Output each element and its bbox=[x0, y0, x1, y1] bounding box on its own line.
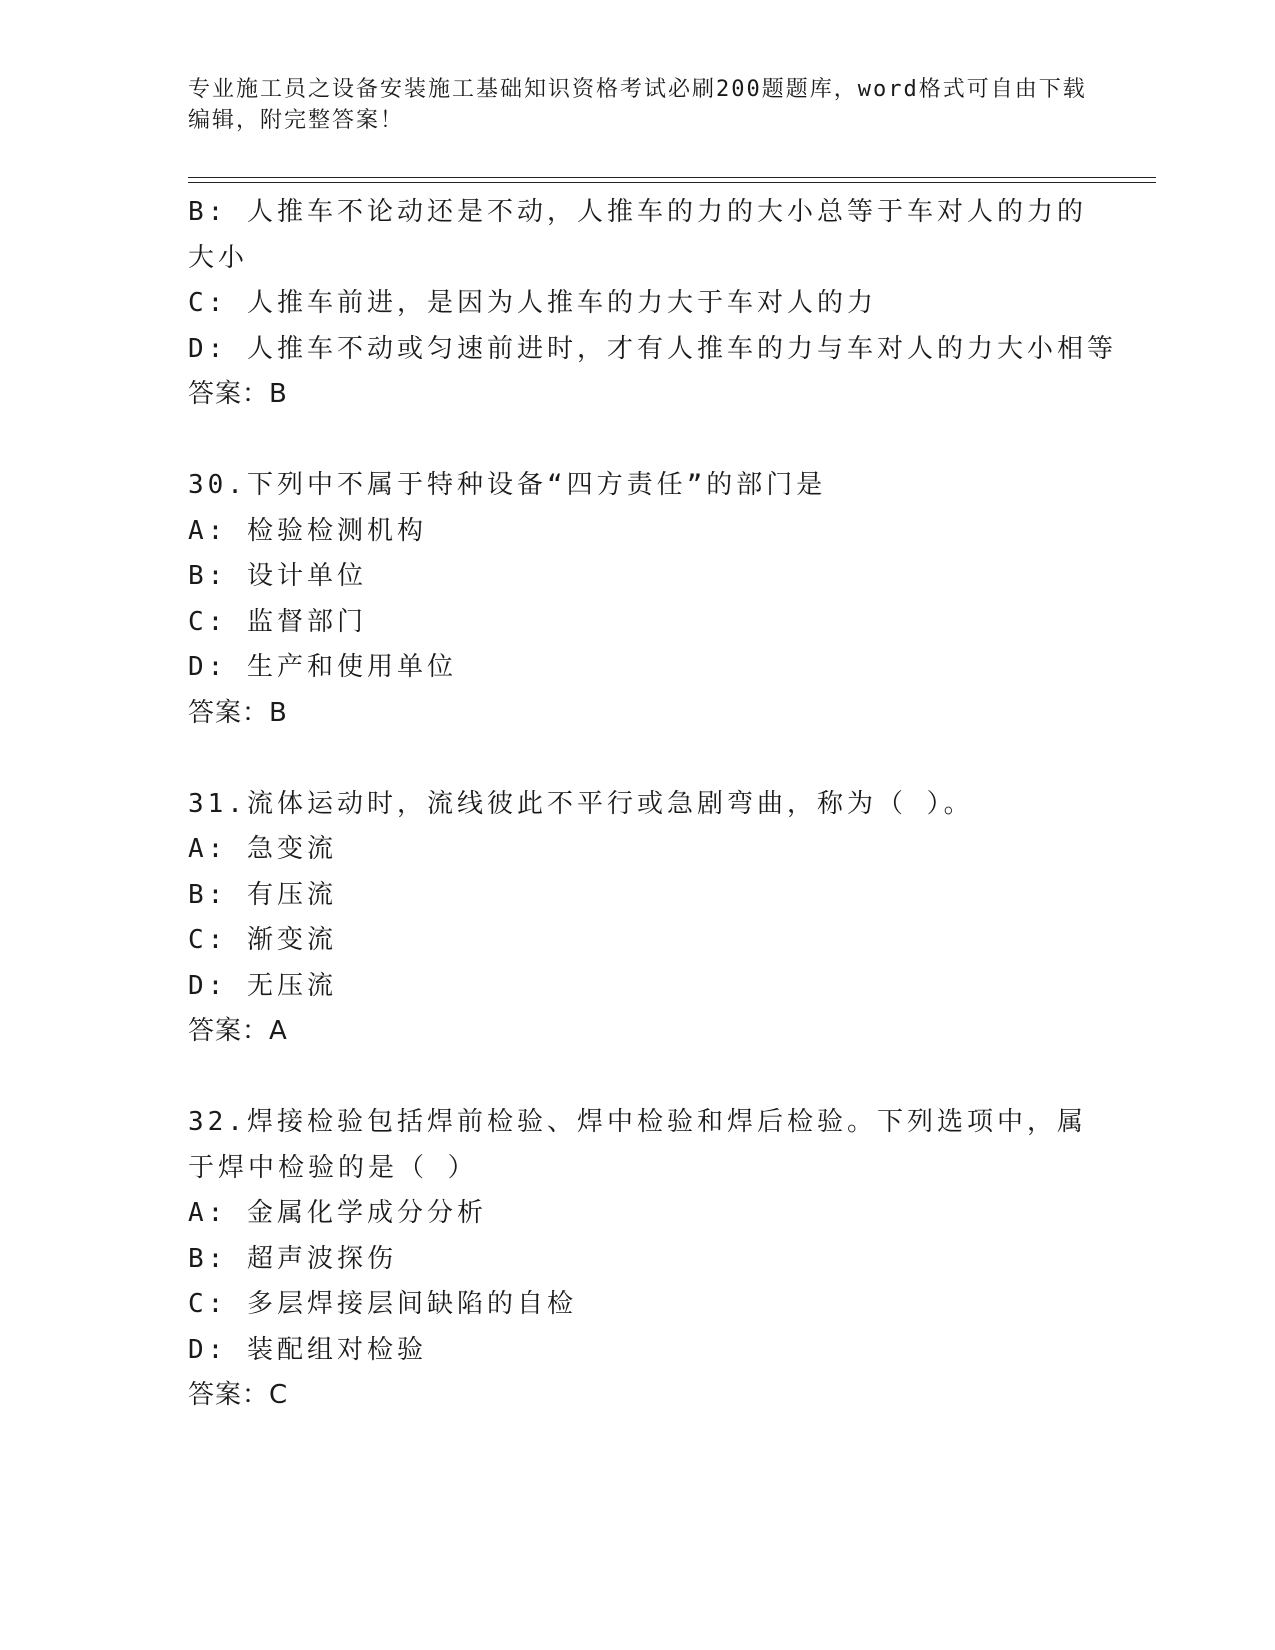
option-c: C: 监督部门 bbox=[188, 606, 367, 637]
answer-line: 答案：C bbox=[188, 1380, 289, 1410]
spacer bbox=[188, 1055, 1088, 1101]
answer-line: 答案：A bbox=[188, 1016, 288, 1046]
spacer bbox=[188, 736, 1088, 782]
option-b: B: 人推车不论动还是不动，人推车的力的大小总等于车对人的力的大小 bbox=[188, 197, 1087, 273]
option-d: D: 人推车不动或匀速前进时，才有人推车的力与车对人的力大小相等 bbox=[188, 333, 1117, 364]
question-block-30 bbox=[188, 463, 1088, 736]
header-rule-top bbox=[188, 177, 1156, 178]
option-b: B: 设计单位 bbox=[188, 561, 367, 591]
option-d: D: 装配组对检验 bbox=[188, 1334, 427, 1365]
question-block-31 bbox=[188, 782, 1088, 1055]
option-a: A: 检验检测机构 bbox=[188, 515, 427, 546]
option-c: C: 人推车前进，是因为人推车的力大于车对人的力 bbox=[188, 288, 877, 318]
option-a: A: 金属化学成分分析 bbox=[188, 1198, 487, 1228]
answer-line: 答案：B bbox=[188, 697, 288, 728]
answer-line: 答案：B bbox=[188, 379, 288, 409]
question-stem: 30.下列中不属于特种设备“四方责任”的部门是 bbox=[188, 470, 827, 500]
question-stem: 32.焊接检验包括焊前检验、焊中检验和焊后检验。下列选项中，属于焊中检验的是（ ） bbox=[188, 1107, 1087, 1183]
option-d: D: 无压流 bbox=[188, 970, 337, 1001]
document-title: 专业施工员之设备安装施工基础知识资格考试必刷200题题库，word格式可自由下载编辑，附完整答案！ bbox=[188, 77, 1087, 133]
document-header bbox=[188, 74, 1088, 136]
option-d: D: 生产和使用单位 bbox=[188, 652, 457, 682]
question-block-29 bbox=[188, 190, 1117, 418]
question-list bbox=[188, 190, 1117, 1419]
spacer bbox=[188, 418, 1088, 464]
option-a: A: 急变流 bbox=[188, 834, 337, 864]
question-stem: 31.流体运动时，流线彼此不平行或急剧弯曲，称为（ ）。 bbox=[188, 788, 974, 819]
option-c: C: 多层焊接层间缺陷的自检 bbox=[188, 1289, 577, 1319]
header-rule-bottom bbox=[188, 182, 1156, 183]
option-b: B: 超声波探伤 bbox=[188, 1243, 397, 1274]
option-c: C: 渐变流 bbox=[188, 925, 337, 955]
question-block-32 bbox=[188, 1100, 1088, 1419]
option-b: B: 有压流 bbox=[188, 879, 337, 910]
